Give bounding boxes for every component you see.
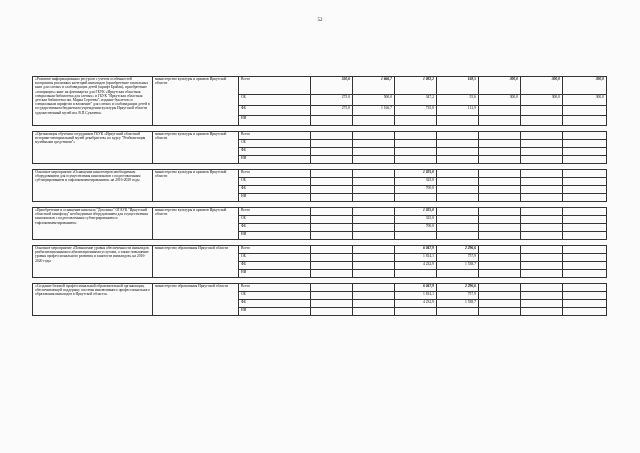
amount-cell (479, 262, 521, 270)
amount-cell (311, 292, 353, 300)
amount-cell: 500,0 (353, 95, 395, 106)
amount-cell (563, 186, 607, 194)
funding-source-label: Всего (239, 170, 311, 178)
amount-cell (479, 170, 521, 178)
amount-cell (395, 232, 437, 240)
amount-cell (479, 270, 521, 278)
amount-cell (437, 116, 479, 126)
executor-name: министерство образования Иркутской области (153, 246, 239, 278)
amount-cell (311, 116, 353, 126)
amount-cell (521, 170, 563, 178)
amount-cell (479, 186, 521, 194)
amount-cell (521, 106, 563, 116)
amount-cell: 6 047,9 (395, 284, 437, 292)
amount-cell (563, 284, 607, 292)
amount-cell (311, 216, 353, 224)
activity-name: «Создание базовой профессиональной образовательной организации, обеспечивающей поддержку системы инклюзивного профессионального образования инвалидов в Иркутской области» (33, 284, 153, 316)
funding-source-label: ФБ (239, 300, 311, 308)
amount-cell: 735,0 (395, 106, 437, 116)
amount-cell (437, 208, 479, 216)
amount-cell (563, 148, 607, 156)
amount-cell: 300,0 (563, 95, 607, 106)
amount-cell (563, 194, 607, 202)
funding-table (32, 76, 607, 316)
amount-cell (479, 148, 521, 156)
amount-cell: 325,0 (395, 178, 437, 186)
amount-cell (311, 262, 353, 270)
funding-source-label: Всего (239, 77, 311, 95)
amount-cell (311, 194, 353, 202)
amount-cell (395, 194, 437, 202)
amount-cell (353, 300, 395, 308)
amount-cell (563, 254, 607, 262)
funding-source-label: ФБ (239, 106, 311, 116)
amount-cell (311, 208, 353, 216)
amount-cell (353, 232, 395, 240)
amount-cell: 2 296,6 (437, 284, 479, 292)
amount-cell (479, 132, 521, 140)
amount-cell (353, 270, 395, 278)
amount-cell: 300,0 (479, 77, 521, 95)
amount-cell: 1 814,1 (395, 254, 437, 262)
table-row (33, 170, 607, 178)
amount-cell (311, 308, 353, 316)
amount-cell (353, 170, 395, 178)
funding-source-label: ФБ (239, 186, 311, 194)
amount-cell (521, 216, 563, 224)
amount-cell (563, 308, 607, 316)
amount-cell (521, 308, 563, 316)
funding-source-label: Всего (239, 208, 311, 216)
amount-cell (311, 156, 353, 164)
amount-cell (521, 232, 563, 240)
executor-name: министерство образования Иркутской области (153, 284, 239, 316)
amount-cell (395, 132, 437, 140)
amount-cell (311, 246, 353, 254)
amount-cell (521, 270, 563, 278)
amount-cell: 2 296,6 (437, 246, 479, 254)
amount-cell: 168,5 (437, 77, 479, 95)
amount-cell (479, 232, 521, 240)
funding-source-label: ФБ (239, 148, 311, 156)
amount-cell: 1 025,0 (395, 170, 437, 178)
amount-cell (521, 208, 563, 216)
amount-cell (311, 232, 353, 240)
amount-cell (563, 300, 607, 308)
amount-cell (521, 284, 563, 292)
amount-cell: 4 232,9 (395, 262, 437, 270)
funding-source-label: ОБ (239, 292, 311, 300)
amount-cell (395, 156, 437, 164)
funding-source-label: НИ (239, 194, 311, 202)
funding-source-label: НИ (239, 308, 311, 316)
amount-cell (521, 116, 563, 126)
amount-cell: 550,6 (311, 77, 353, 95)
amount-cell (521, 262, 563, 270)
amount-cell (353, 116, 395, 126)
amount-cell (521, 156, 563, 164)
amount-cell (479, 292, 521, 300)
amount-cell (353, 224, 395, 232)
amount-cell (395, 308, 437, 316)
executor-name: министерство культуры и архивов Иркутской области (153, 170, 239, 202)
amount-cell (353, 208, 395, 216)
amount-cell (437, 156, 479, 164)
amount-cell: 1 025,0 (395, 208, 437, 216)
amount-cell (563, 246, 607, 254)
amount-cell (479, 116, 521, 126)
amount-cell: 6 047,9 (395, 246, 437, 254)
amount-cell (563, 106, 607, 116)
amount-cell (311, 170, 353, 178)
amount-cell (479, 308, 521, 316)
amount-cell (563, 178, 607, 186)
amount-cell (479, 140, 521, 148)
amount-cell: 700,0 (395, 186, 437, 194)
amount-cell (479, 246, 521, 254)
amount-cell (353, 140, 395, 148)
amount-cell (479, 208, 521, 216)
amount-cell: 325,0 (395, 216, 437, 224)
funding-source-label: ОБ (239, 95, 311, 106)
table-row (33, 246, 607, 254)
amount-cell (521, 246, 563, 254)
amount-cell (521, 254, 563, 262)
amount-cell (521, 194, 563, 202)
amount-cell (353, 216, 395, 224)
funding-source-label: Всего (239, 132, 311, 140)
amount-cell (521, 148, 563, 156)
amount-cell (521, 224, 563, 232)
amount-cell: 112,9 (437, 106, 479, 116)
amount-cell: 700,0 (395, 224, 437, 232)
amount-cell: 1 538,7 (437, 262, 479, 270)
activity-name: Основное мероприятие «Повышение уровня обеспеченности инвалидов реабилитационными и абилитационными услугами, а также повышение уровня профессионального развития и занятости инвалидов» на 2016-2020 годы (33, 246, 153, 278)
amount-cell (563, 224, 607, 232)
amount-cell: 300,0 (521, 95, 563, 106)
amount-cell: 55,6 (437, 95, 479, 106)
amount-cell (311, 254, 353, 262)
amount-cell (479, 156, 521, 164)
amount-cell (311, 224, 353, 232)
funding-source-label: ФБ (239, 262, 311, 270)
amount-cell (521, 292, 563, 300)
amount-cell (353, 156, 395, 164)
amount-cell: 300,0 (521, 77, 563, 95)
amount-cell (437, 140, 479, 148)
amount-cell (311, 270, 353, 278)
activity-name: Основное мероприятие «Оснащение кинотеатров необходимым оборудованием для осуществления кинопоказов с подготовленным субтитрированием и тифлокомментированием» на 2016-2020 годы (33, 170, 153, 202)
amount-cell (437, 170, 479, 178)
amount-cell (563, 292, 607, 300)
amount-cell (479, 284, 521, 292)
funding-source-label: ОБ (239, 140, 311, 148)
amount-cell (479, 194, 521, 202)
page-number: 52 (317, 18, 323, 23)
amount-cell (563, 156, 607, 164)
amount-cell (563, 170, 607, 178)
amount-cell (437, 194, 479, 202)
amount-cell (311, 186, 353, 194)
amount-cell: 1 814,1 (395, 292, 437, 300)
funding-source-label: Всего (239, 284, 311, 292)
amount-cell (311, 178, 353, 186)
executor-name: министерство культуры и архивов Иркутской области (153, 208, 239, 240)
amount-cell (437, 232, 479, 240)
funding-source-label: Всего (239, 246, 311, 254)
amount-cell (437, 224, 479, 232)
amount-cell (521, 140, 563, 148)
amount-cell (479, 254, 521, 262)
amount-cell (563, 232, 607, 240)
amount-cell (521, 186, 563, 194)
amount-cell (395, 116, 437, 126)
executor-name: министерство культуры и архивов Иркутской области (153, 132, 239, 164)
amount-cell (479, 106, 521, 116)
amount-cell (311, 132, 353, 140)
table-row (33, 132, 607, 140)
amount-cell (437, 148, 479, 156)
funding-source-label: ОБ (239, 216, 311, 224)
activity-name: «Приобретение и оснащение кинозала "Дом кино" ОГАУК "Иркутский областной кинофонд" необходимым оборудованием для осуществления кинопоказов с подготовленным субтитрированием и тифлокомментированием» (33, 208, 153, 240)
amount-cell (437, 186, 479, 194)
amount-cell (563, 216, 607, 224)
amount-cell (353, 262, 395, 270)
amount-cell (437, 216, 479, 224)
amount-cell (563, 132, 607, 140)
executor-name: министерство культуры и архивов Иркутской области (153, 77, 239, 126)
amount-cell (353, 178, 395, 186)
amount-cell (479, 300, 521, 308)
amount-cell: 347,2 (395, 95, 437, 106)
funding-source-label: ОБ (239, 254, 311, 262)
table-row (33, 284, 607, 292)
amount-cell (353, 148, 395, 156)
amount-cell (521, 178, 563, 186)
amount-cell: 300,0 (563, 77, 607, 95)
amount-cell (311, 284, 353, 292)
amount-cell (353, 194, 395, 202)
amount-cell (353, 246, 395, 254)
amount-cell (353, 186, 395, 194)
amount-cell (563, 140, 607, 148)
amount-cell (353, 132, 395, 140)
amount-cell (353, 284, 395, 292)
amount-cell (563, 208, 607, 216)
amount-cell (353, 308, 395, 316)
amount-cell: 275,0 (311, 106, 353, 116)
amount-cell (521, 132, 563, 140)
amount-cell: 1 538,7 (437, 300, 479, 308)
funding-source-label: НИ (239, 270, 311, 278)
amount-cell (437, 270, 479, 278)
amount-cell: 275,0 (311, 95, 353, 106)
amount-cell: 300,0 (479, 95, 521, 106)
amount-cell (395, 270, 437, 278)
amount-cell (437, 308, 479, 316)
amount-cell (479, 224, 521, 232)
amount-cell (353, 292, 395, 300)
table-row (33, 208, 607, 216)
amount-cell (563, 262, 607, 270)
amount-cell (311, 140, 353, 148)
amount-cell: 4 232,9 (395, 300, 437, 308)
amount-cell: 1 666,7 (353, 77, 395, 95)
amount-cell (437, 178, 479, 186)
amount-cell: 757,9 (437, 254, 479, 262)
amount-cell (311, 148, 353, 156)
table-row (33, 77, 607, 95)
funding-source-label: НИ (239, 232, 311, 240)
funding-source-label: НИ (239, 116, 311, 126)
funding-source-label: ФБ (239, 224, 311, 232)
amount-cell (395, 148, 437, 156)
funding-source-label: ОБ (239, 178, 311, 186)
amount-cell: 1 082,2 (395, 77, 437, 95)
amount-cell (521, 300, 563, 308)
amount-cell (479, 178, 521, 186)
funding-source-label: НИ (239, 156, 311, 164)
amount-cell (563, 270, 607, 278)
amount-cell (479, 216, 521, 224)
amount-cell (437, 132, 479, 140)
amount-cell (311, 300, 353, 308)
activity-name: «Развитие информационных ресурсов с учетом особенностей восприятия различных категорий инвалидов (приобретение тактильных книг для слепых и слабовидящих детей (шрифт Брайля), приобретение «говорящих» книг на флешкартах для ГБУК «Иркутская областная специальная библиотека для слепых» и ГБУК "Иркутская областная детская библиотека им. Марка Сергеева", издание буклетов со специальным шрифтом и вложение" для слепых и слабовидящих детей в государственном бюджетном учреждении культуры Иркутской области художественный музей им. В.П.Сукачева» (33, 77, 153, 126)
amount-cell (563, 116, 607, 126)
amount-cell: 757,9 (437, 292, 479, 300)
activity-name: «Организация обучения сотрудников ГБУК «Иркутский областной историко-мемориальный музей декабристов» по курсу "Реабилитация музейными средствами"» (33, 132, 153, 164)
amount-cell (395, 140, 437, 148)
amount-cell (353, 254, 395, 262)
amount-cell: 1 166,7 (353, 106, 395, 116)
